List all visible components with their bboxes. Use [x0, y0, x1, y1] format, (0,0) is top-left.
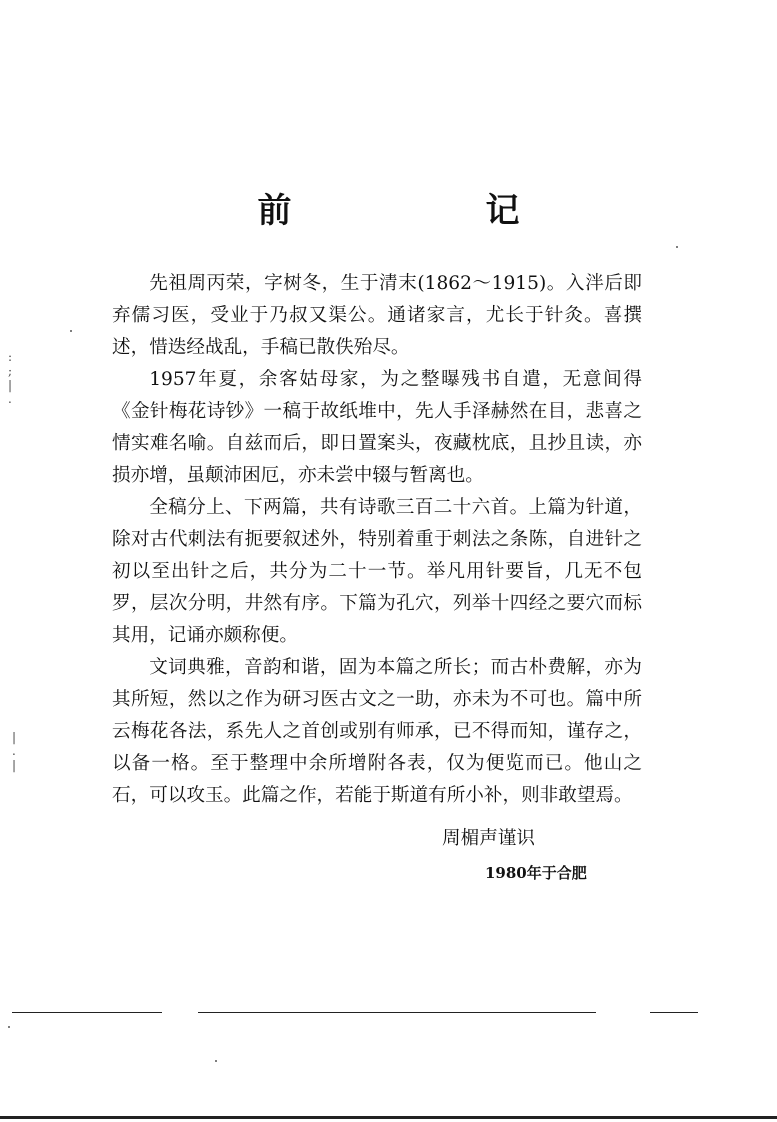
paragraph-4: 文词典雅，音韵和谐，固为本篇之所长；而古朴费解，亦为其所短，然以之作为研习医古文之一助，亦未为不可也。篇中所云梅花各法，系先人之首创或别有师承，已不得而知，谨存之，以备一格。至于整理中余所增附各表，仅为便览而已。他山之石，可以攻玉。此篇之作，若能于斯道有所小补，则非敢望焉。: [112, 657, 642, 806]
scan-artifact-dot: [8, 1026, 10, 1028]
scan-rule-line: [198, 1012, 596, 1013]
scan-artifact-mark: : ; | .: [8, 350, 13, 406]
page-bottom-border: [0, 1116, 777, 1119]
preface-body: [112, 268, 642, 812]
scan-artifact-dot: [676, 246, 678, 248]
paragraph-3: 全稿分上、下两篇，共有诗歌三百二十六首。上篇为针道，除对古代刺法有扼要叙述外，特别着重于刺法之条陈，自进针之初以至出针之后，共分为二十一节。举凡用针要旨，几无不包罗，层次分明，井然有序。下篇为孔穴，列举十四经之要穴而标其用，记诵亦颇称便。: [112, 497, 642, 646]
page-title: 前 记: [257, 191, 600, 231]
signature-name: 周楣声谨识: [442, 828, 535, 849]
scan-rule-line: [650, 1012, 698, 1013]
scan-artifact-mark: | . |: [12, 730, 17, 772]
scan-artifact-dot: [70, 330, 72, 332]
signature-date: 1980年于合肥: [485, 864, 587, 882]
scan-artifact-dot: [215, 1060, 217, 1062]
paragraph-2: 1957年夏，余客姑母家，为之整曝残书自遣，无意间得《金针梅花诗钞》一稿于故纸堆中，先人手泽赫然在目，悲喜之情实难名喻。自兹而后，即日置案头，夜藏枕底，且抄且读，亦损亦增，虽颠沛困厄，亦未尝中辍与暂离也。: [112, 369, 642, 486]
scan-rule-line: [12, 1012, 162, 1013]
paragraph-1: 先祖周丙荣，字树冬，生于清末(1862～1915)。入泮后即弃儒习医，受业于乃叔又渠公。通诸家言，尤长于针灸。喜撰述，惜迭经战乱，手稿已散佚殆尽。: [112, 273, 642, 358]
